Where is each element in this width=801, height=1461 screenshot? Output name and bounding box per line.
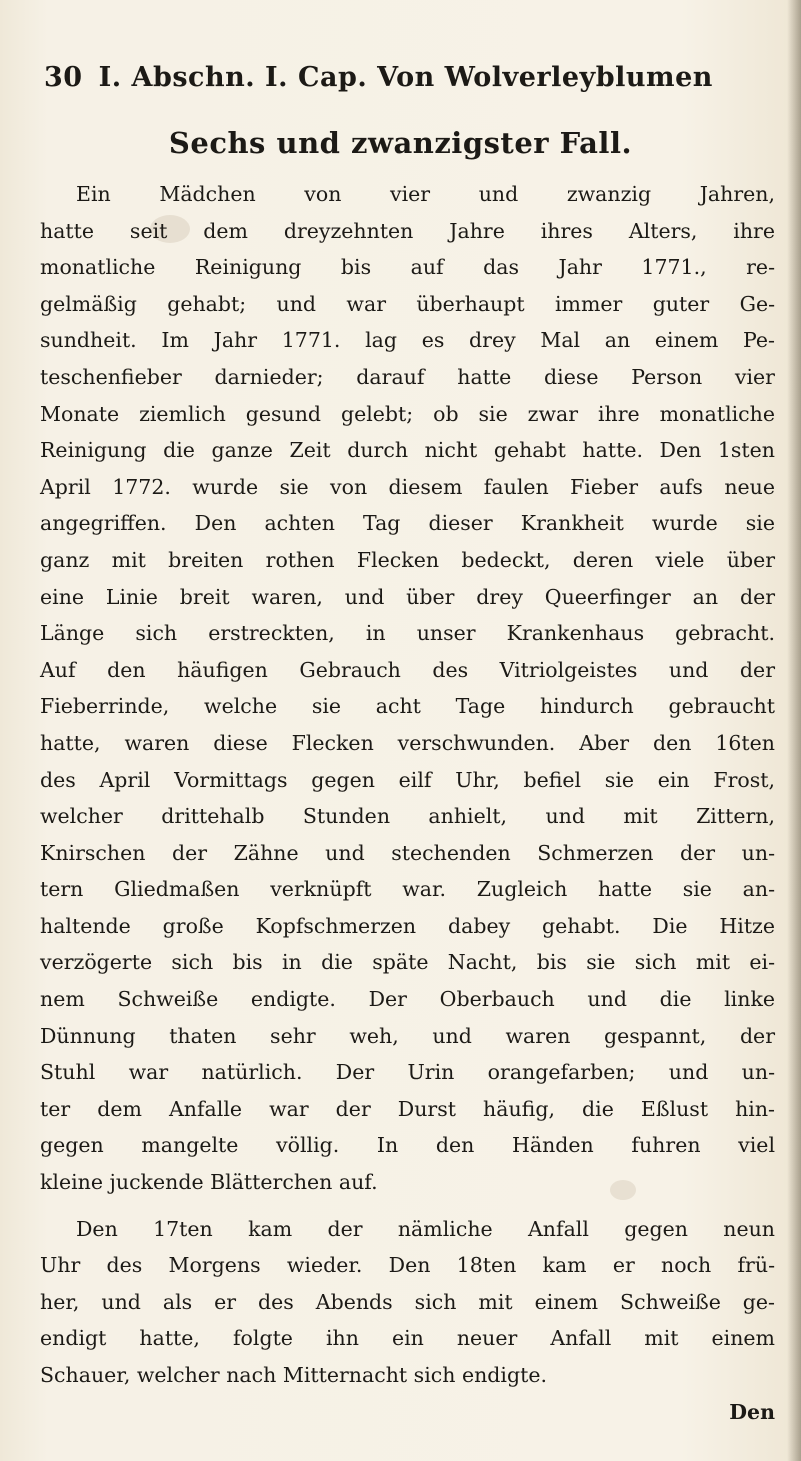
text-line: angegriffen. Den achten Tag dieser Krankheit wurde sie bbox=[40, 511, 775, 536]
text-line: monatliche Reinigung bis auf das Jahr 1771., re- bbox=[40, 255, 775, 280]
text-line: Länge sich erstreckten, in unser Krankenhaus gebracht. bbox=[40, 621, 775, 646]
text-line: Stuhl war natürlich. Der Urin orangefarben; und un- bbox=[40, 1060, 775, 1085]
text-line: endigt hatte, folgte ihn ein neuer Anfall mit einem bbox=[40, 1326, 775, 1351]
catchword: Den bbox=[729, 1399, 775, 1424]
text-line: Knirschen der Zähne und stechenden Schmerzen der un- bbox=[40, 840, 775, 865]
running-title: I. Abschn. I. Cap. Von Wolverleyblumen bbox=[98, 62, 713, 93]
text-line: Uhr des Morgens wieder. Den 18ten kam er noch frü- bbox=[40, 1253, 775, 1278]
paragraph-2 bbox=[40, 1211, 775, 1394]
text-line: Auf den häufigen Gebrauch des Vitriolgeistes und der bbox=[40, 657, 775, 682]
text-line: kleine juckende Blätterchen auf. bbox=[40, 1170, 378, 1195]
text-line: verzögerte sich bis in die späte Nacht, bis sie sich mit ei- bbox=[40, 950, 775, 975]
text-line: April 1772. wurde sie von diesem faulen Fieber aufs neue bbox=[40, 474, 775, 499]
text-line: ganz mit breiten rothen Flecken bedeckt, deren viele über bbox=[40, 547, 775, 572]
text-line: nem Schweiße endigte. Der Oberbauch und die linke bbox=[40, 987, 775, 1012]
text-line: haltende große Kopfschmerzen dabey gehabt. Die Hitze bbox=[40, 913, 775, 938]
text-line: Schauer, welcher nach Mitternacht sich endigte. bbox=[40, 1363, 547, 1387]
text-line: ter dem Anfalle war der Durst häufig, die Eßlust hin- bbox=[40, 1096, 775, 1121]
text-line: Reinigung die ganze Zeit durch nicht gehabt hatte. Den 1sten bbox=[40, 438, 775, 463]
text-line: hatte, waren diese Flecken verschwunden. Aber den 16ten bbox=[40, 730, 775, 755]
running-header bbox=[44, 62, 744, 93]
text-line: hatte seit dem dreyzehnten Jahre ihres Alters, ihre bbox=[40, 218, 775, 243]
text-line: Fieberrinde, welche sie acht Tage hindurch gebraucht bbox=[40, 694, 775, 719]
text-line: Den 17ten kam der nämliche Anfall gegen neun bbox=[76, 1216, 775, 1241]
text-line: gegen mangelte völlig. In den Händen fuhren viel bbox=[40, 1133, 775, 1158]
page-edge-shadow bbox=[787, 0, 801, 1461]
body-text bbox=[40, 176, 775, 1430]
text-line: Monate ziemlich gesund gelebt; ob sie zwar ihre monatliche bbox=[40, 401, 775, 426]
text-line: teschenfieber darnieder; darauf hatte diese Person vier bbox=[40, 364, 775, 389]
text-line: Ein Mädchen von vier und zwanzig Jahren, bbox=[76, 182, 775, 206]
text-line: sundheit. Im Jahr 1771. lag es drey Mal an einem Pe- bbox=[40, 328, 775, 353]
paragraph-1 bbox=[40, 176, 775, 1201]
text-line: her, und als er des Abends sich mit einem Schweiße ge- bbox=[40, 1289, 775, 1314]
page-number: 30 bbox=[44, 62, 83, 93]
text-line: welcher drittehalb Stunden anhielt, und mit Zittern, bbox=[40, 804, 775, 829]
text-line: Dünnung thaten sehr weh, und waren gespannt, der bbox=[40, 1023, 775, 1048]
text-line: eine Linie breit waren, und über drey Queerfinger an der bbox=[40, 584, 775, 609]
text-line: tern Gliedmaßen verknüpft war. Zugleich hatte sie an- bbox=[40, 877, 775, 902]
section-title: Sechs und zwanzigster Fall. bbox=[168, 126, 633, 160]
text-line: gelmäßig gehabt; und war überhaupt immer guter Ge- bbox=[40, 291, 775, 316]
text-line: des April Vormittags gegen eilf Uhr, befiel sie ein Frost, bbox=[40, 767, 775, 792]
